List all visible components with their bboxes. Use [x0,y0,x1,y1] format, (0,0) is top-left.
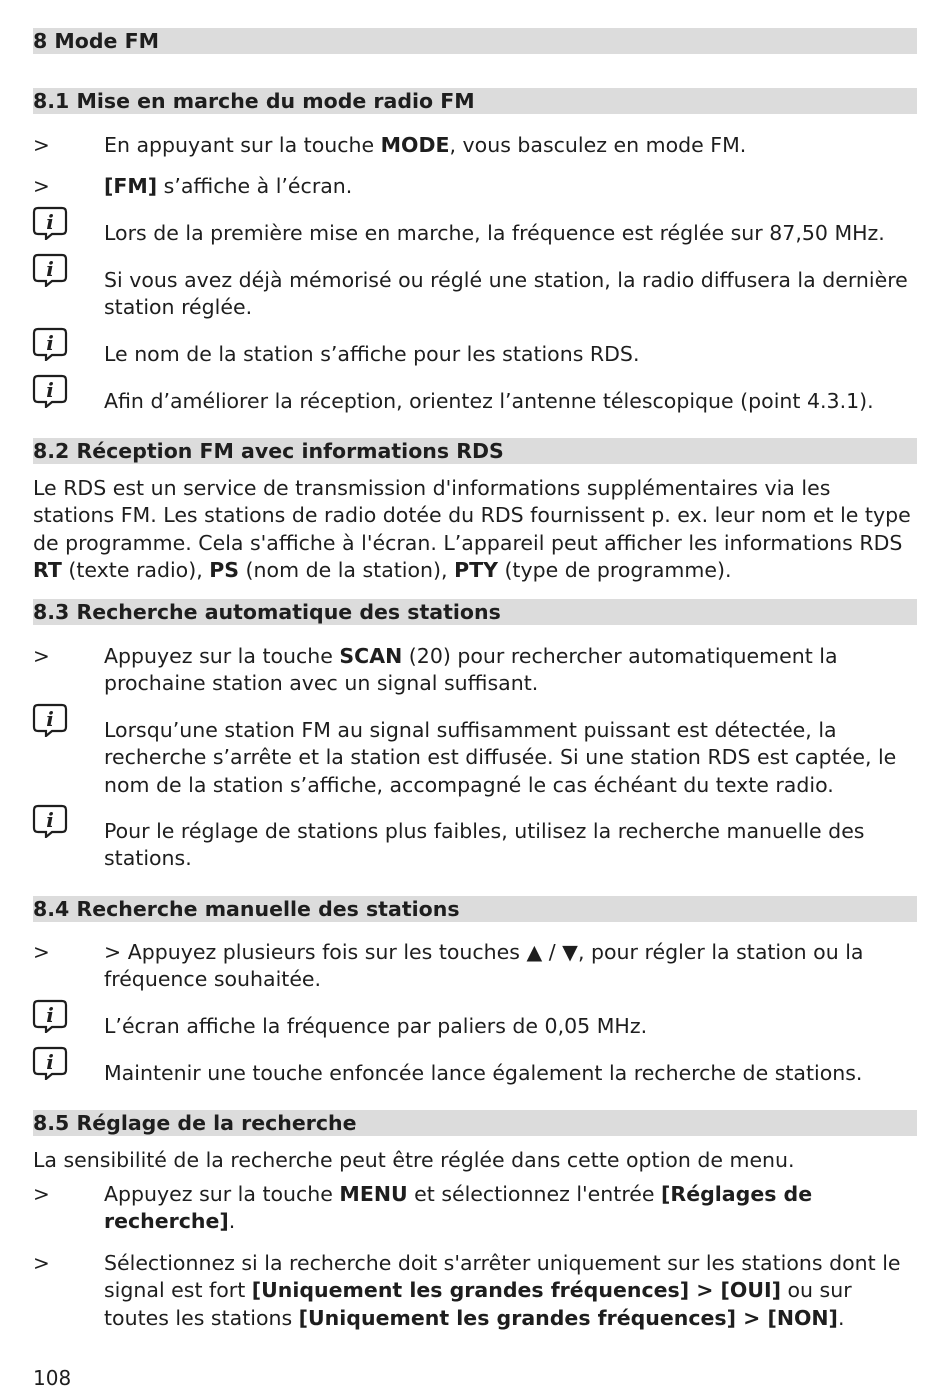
svg-text:i: i [46,1003,54,1027]
bullet-marker: > [33,1251,50,1275]
bullet-marker: > [33,174,50,198]
info-note-text: Maintenir une touche enfoncée lance également la recherche de stations. [104,1061,863,1085]
info-icon [32,703,68,737]
info-icon [32,253,68,287]
list-item-text: Sélectionnez si la recherche doit s'arrêter uniquement sur les stations dont le signal est fort [Uniquement les grandes fréquences] > [OUI] ou sur toutes les stations [Uniquement les grandes fréquences] > [NON]. [104,1251,901,1330]
bullet-marker: > [33,1182,50,1206]
info-note-text: L’écran affiche la fréquence par paliers de 0,05 MHz. [104,1014,648,1038]
info-icon [32,804,68,838]
info-icon [32,374,68,408]
info-note-text: Lors de la première mise en marche, la fréquence est réglée sur 87,50 MHz. [104,221,885,245]
paragraph: Le RDS est un service de transmission d'informations supplémentaires via les stations FM. Les stations de radio dotée du RDS fournissent p. ex. leur nom et le type de programme. Cela s'affiche à l'écran. L’appareil peut afficher les informations RDS RT (texte radio), PS (nom de la station), PTY (type de programme). [33,476,911,583]
section-heading-8-1: 8.1 Mise en marche du mode radio FM [33,88,917,114]
section-heading-8-3: 8.3 Recherche automatique des stations [33,599,917,625]
svg-text:i: i [46,210,54,234]
info-icon [32,1046,68,1080]
section-heading-8-4: 8.4 Recherche manuelle des stations [33,896,917,922]
info-note-text: Lorsqu’une station FM au signal suffisamment puissant est détectée, la recherche s’arrête et la station est diffusée. Si une station RDS est captée, le nom de la station s’affiche, accompagné le cas échéant du texte radio. [104,718,897,797]
list-item-text: > Appuyez plusieurs fois sur les touches ▲ / ▼, pour régler la station ou la fréquence souhaitée. [104,940,864,992]
bullet-marker: > [33,133,50,157]
info-icon [32,327,68,361]
info-icon [32,206,68,240]
list-item-text: Appuyez sur la touche MENU et sélectionnez l'entrée [Réglages de recherche]. [104,1182,813,1234]
list-item-text: Appuyez sur la touche SCAN (20) pour rechercher automatiquement la prochaine station avec un signal suffisant. [104,644,838,696]
info-note-text: Afin d’améliorer la réception, orientez l’antenne télescopique (point 4.3.1). [104,389,874,413]
section-heading-8-5: 8.5 Réglage de la recherche [33,1110,917,1136]
svg-text:i: i [46,808,54,832]
info-note-text: Si vous avez déjà mémorisé ou réglé une station, la radio diffusera la dernière station réglée. [104,268,908,320]
svg-text:i: i [46,378,54,402]
svg-text:i: i [46,257,54,281]
info-note-text: Le nom de la station s’affiche pour les stations RDS. [104,342,640,366]
info-icon [32,999,68,1033]
paragraph: La sensibilité de la recherche peut être réglée dans cette option de menu. [33,1148,795,1172]
section-heading-8-2: 8.2 Réception FM avec informations RDS [33,438,917,464]
page-number: 108 [33,1366,72,1390]
svg-text:i: i [46,1050,54,1074]
svg-text:i: i [46,331,54,355]
bullet-marker: > [33,940,50,964]
list-item-text: En appuyant sur la touche MODE, vous basculez en mode FM. [104,133,747,157]
section-heading-8: 8 Mode FM [33,28,917,54]
info-note-text: Pour le réglage de stations plus faibles, utilisez la recherche manuelle des stations. [104,819,865,871]
bullet-marker: > [33,644,50,668]
list-item-text: [FM] s’affiche à l’écran. [104,174,353,198]
svg-text:i: i [46,707,54,731]
